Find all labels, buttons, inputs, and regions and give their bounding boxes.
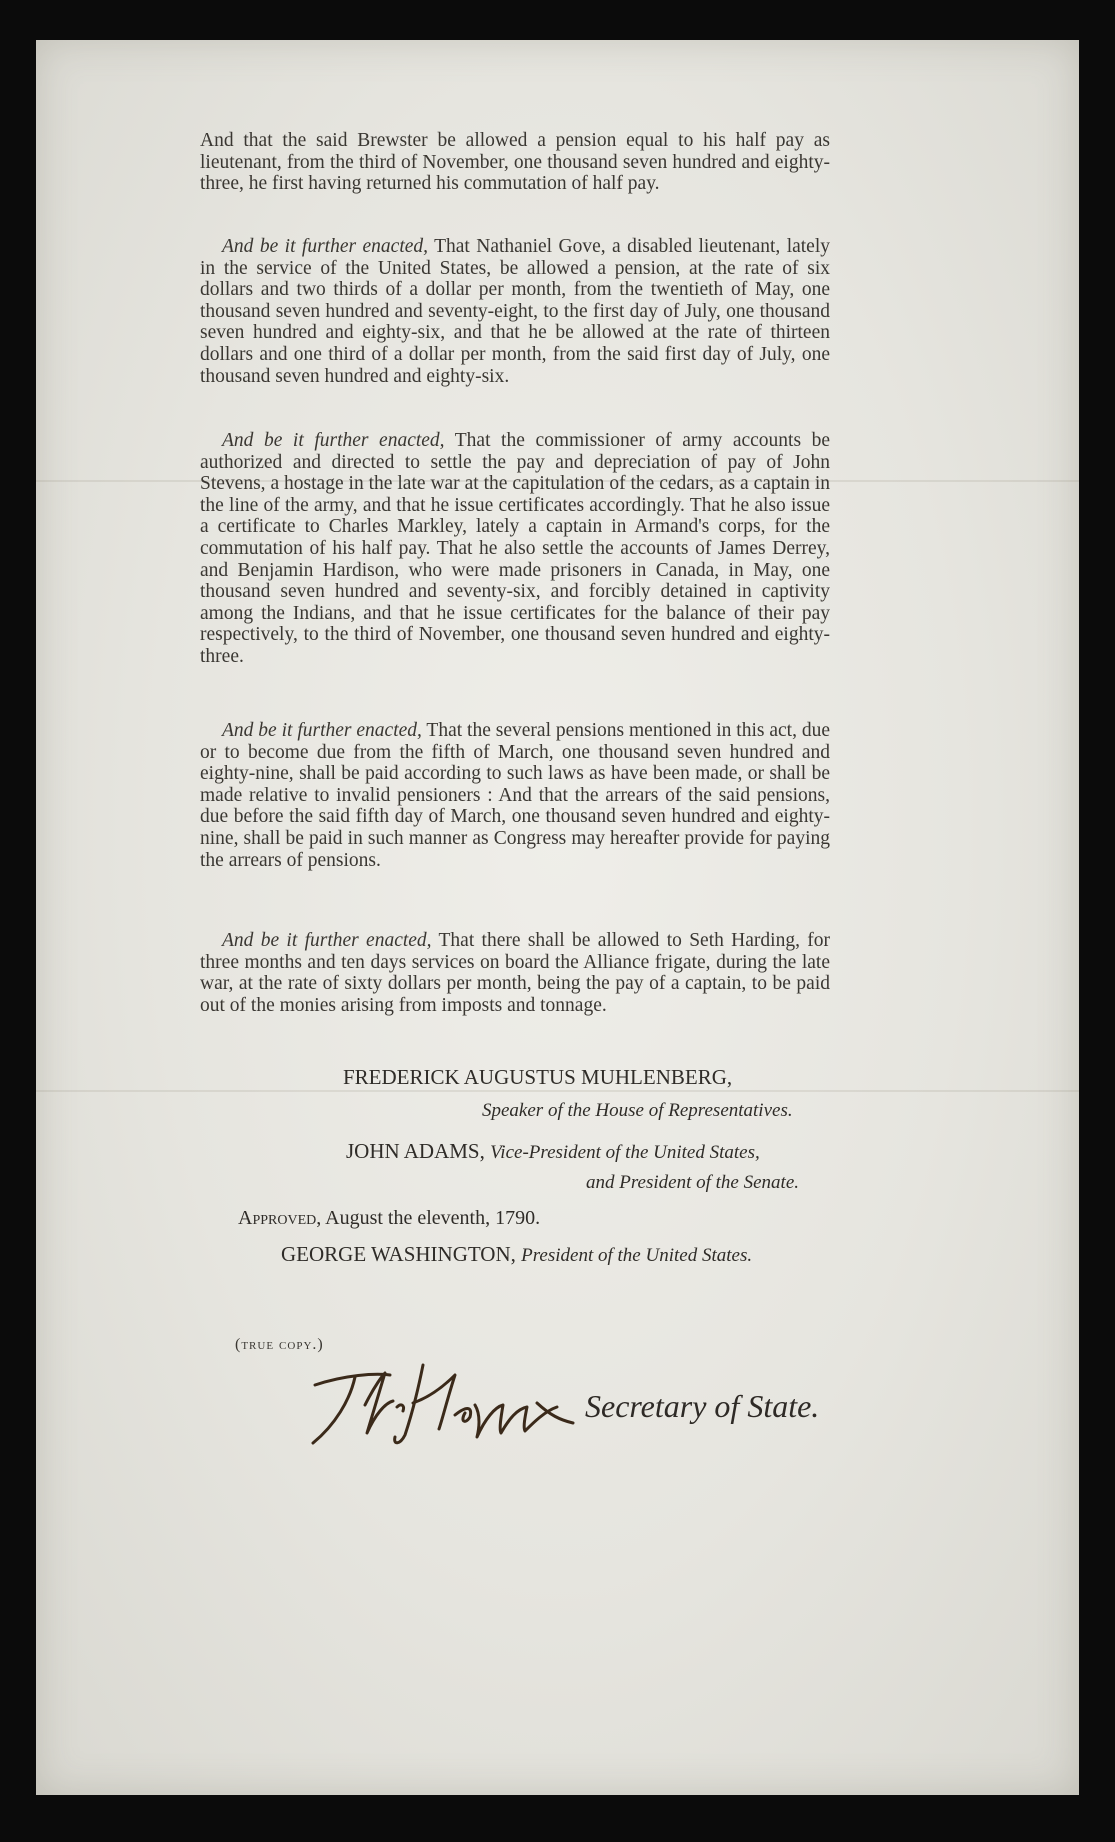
president-title: President of the United States. — [521, 1245, 753, 1266]
vice-president-line — [346, 1139, 760, 1164]
enacting-clause: And be it further enacted, — [222, 430, 445, 451]
speaker-title: Speaker of the House of Representatives. — [482, 1100, 793, 1121]
paragraph-brewster: And that the said Brewster be allowed a pension equal to his half pay as lieutenant, from the third of November, one thousand seven hundred and eighty-three, he first having returned his commutation of half pay. — [200, 130, 830, 195]
paragraph-gove: And be it further enacted, That Nathaniel Gove, a disabled lieutenant, lately in the service of the United States, be allowed a pension, at the rate of six dollars and two thirds of a dollar per month, from the twentieth of May, one thousand seven hundred and seventy-eight, to the first day of July, one thousand seven hundred and eighty-six, and that he be allowed at the rate of thirteen dollars and one third of a dollar per month, from the said first day of July, one thousand seven hundred and eighty-six. — [200, 236, 831, 387]
approved-date: August the eleventh, 1790. — [321, 1207, 541, 1229]
jefferson-signature — [305, 1345, 580, 1450]
secretary-of-state-title: Secretary of State. — [585, 1388, 820, 1424]
senate-president-title: and President of the Senate. — [586, 1172, 799, 1193]
enacting-clause: And be it further enacted, — [222, 236, 429, 257]
vice-president-name: JOHN ADAMS, — [346, 1139, 485, 1163]
speaker-name: FREDERICK AUGUSTUS MUHLENBERG, — [343, 1065, 733, 1089]
president-line — [281, 1242, 752, 1267]
enacting-clause: And be it further enacted, — [222, 930, 432, 951]
approved-label: Approved, — [238, 1207, 322, 1229]
paper-crease — [36, 1090, 1079, 1092]
paragraph-stevens: And be it further enacted, That the commissioner of army accounts be authorized and directed to settle the pay and depreciation of pay of John Stevens, a hostage in the late war at the capitulation of the cedars, as a captain in the line of the army, and that he issue certificates accordingly. That he also issue a certificate to Charles Markley, lately a captain in Armand's corps, for the commutation of his half pay. That he also settle the accounts of James Derrey, and Benjamin Hardison, who were made prisoners in Canada, in May, one thousand seven hundred and seventy-six, and forcibly detained in captivity among the Indians, and that he issue certificates for the balance of their pay respectively, to the third of November, one thousand seven hundred and eighty-three. — [200, 430, 831, 667]
vice-president-title: Vice-President of the United States, — [490, 1142, 760, 1163]
enacting-clause: And be it further enacted, — [222, 720, 422, 741]
paragraph-harding: And be it further enacted, That there shall be allowed to Seth Harding, for three months and ten days services on board the Alliance frigate, during the late war, at the rate of sixty dollars per month, being the pay of a captain, to be paid out of the monies arising from imposts and tonnage. — [200, 930, 830, 1016]
paragraph-pensions: And be it further enacted, That the several pensions mentioned in this act, due or to become due from the fifth of March, one thousand seven hundred and eighty-nine, shall be paid according to such laws as have been made, or shall be made relative to invalid pensioners : And that the arrears of the said pensions, due before the said fifth day of March, one thousand seven hundred and eighty-nine, shall be paid in such manner as Congress may hereafter provide for paying the arrears of pensions. — [200, 720, 830, 871]
true-copy-label: (true copy.) — [235, 1336, 324, 1353]
president-name: GEORGE WASHINGTON, — [281, 1242, 516, 1266]
approved-line — [238, 1207, 540, 1230]
